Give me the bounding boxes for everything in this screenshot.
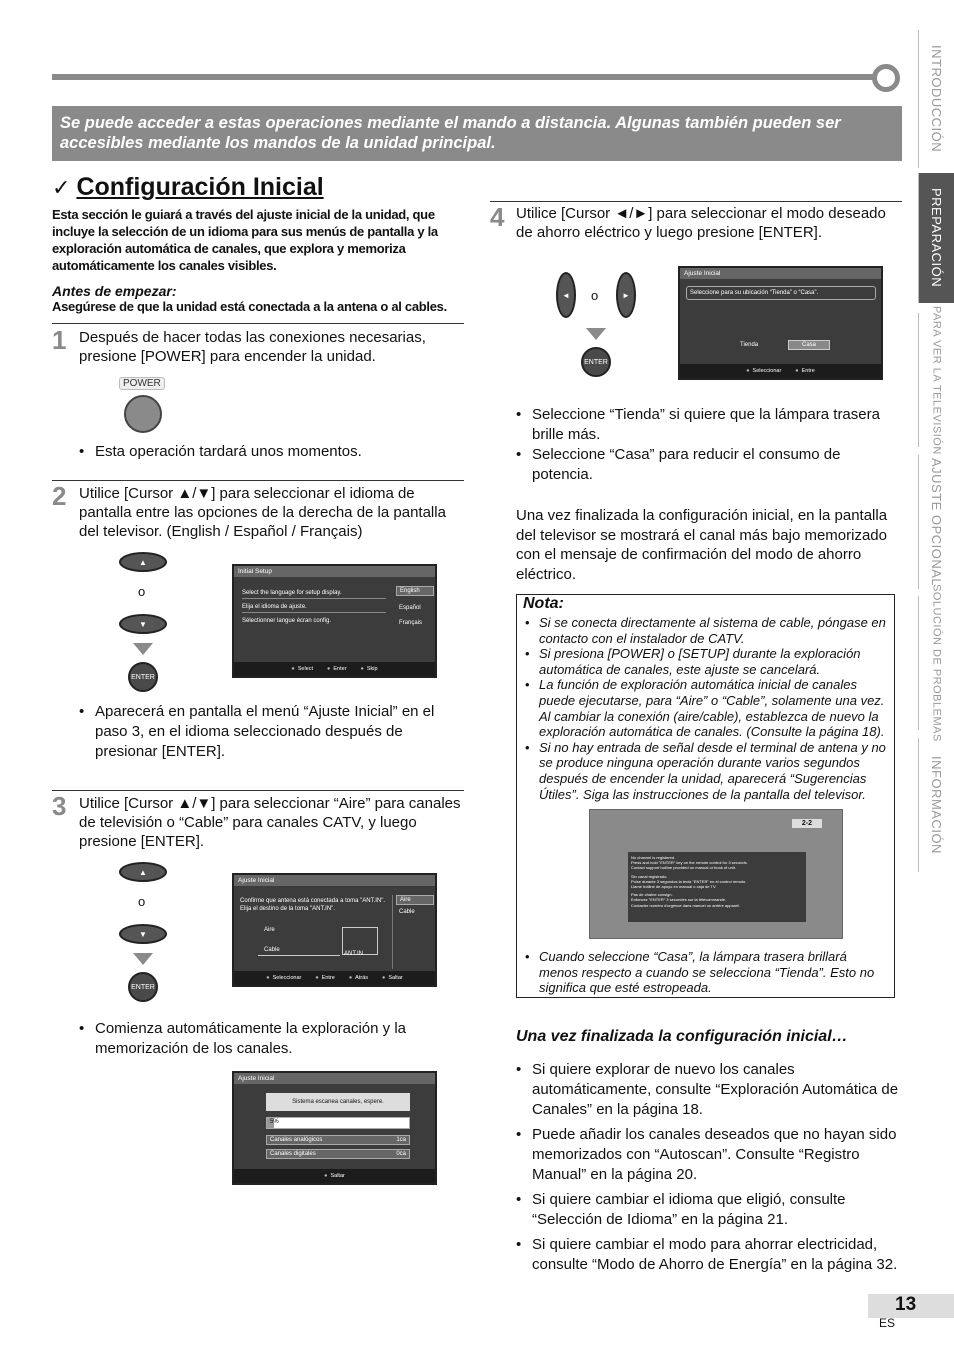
foot-select: ● Seleccionar	[746, 368, 781, 374]
foot-skip: ● Saltar	[382, 975, 403, 981]
diagram-label-antin: ANT.IN	[344, 951, 364, 957]
scan-message: Sistema escanea canales, espere.	[266, 1093, 410, 1111]
screen-row: Sélectionner langue écran config.	[242, 618, 332, 624]
scan-screen	[232, 1071, 437, 1185]
option-cable: Cable	[399, 909, 415, 915]
scan-row: Canales digitales 0ca	[266, 1149, 410, 1159]
list-item: • Si no hay entrada de señal desde el terminal de antena y no se produce ninguna operación durante varios segundos después de encender la unidad, aparecerá “Sugerencias Útiles”. Siga las instrucciones de la pantalla del televisor.	[525, 740, 886, 802]
step-text: Utilice [Cursor ▲/▼] para seleccionar el idioma de pantalla entre las opciones de la derecha de la pantalla del televisor. (English / Español / Français)	[79, 485, 446, 540]
screen-footer	[234, 1169, 435, 1183]
or-label: o	[591, 288, 599, 303]
page-title-text: Configuración Inicial	[76, 173, 324, 201]
step-number: 1	[52, 325, 67, 355]
screen-footer	[680, 364, 881, 378]
foot-back: ● Atrás	[349, 975, 368, 981]
tab-para-ver-la-television[interactable]: PARA VER LA TELEVISIÓN	[918, 313, 954, 447]
option-casa: Casa	[788, 340, 830, 350]
cursor-down-icon: ▼	[119, 924, 167, 944]
cursor-left-icon: ◄	[556, 272, 576, 318]
page-number: 13	[868, 1294, 954, 1318]
foot-enter: ● Entre	[795, 368, 814, 374]
option-francais: Français	[399, 620, 423, 626]
antes-text: Asegúrese de que la unidad está conectada a la antena o al cables.	[52, 299, 447, 314]
screen-row: Elija el idioma de ajuste.	[242, 599, 386, 613]
step-text: Después de hacer todas las conexiones necesarias, presione [POWER] para encender la unidad.	[79, 329, 426, 365]
antes-heading: Antes de empezar:	[52, 283, 177, 299]
final-heading: Una vez finalizada la configuración inicial…	[516, 1028, 848, 1045]
screen-title: Ajuste Inicial	[680, 268, 881, 279]
scan-progress-text: 5%	[270, 1119, 279, 1125]
list-item: • Esta operación tardará unos momentos.	[79, 442, 464, 462]
note-heading: Nota:	[523, 595, 564, 612]
intro-paragraph: Esta sección le guiará a través del ajuste inicial de la unidad, que incluye la selección de un idioma para sus menús de pantalla y la exploración automática de canales, que explora y memoriza automáticamente los canales visibles.	[52, 207, 438, 273]
checkbox-icon: ✓	[52, 174, 71, 200]
tab-preparacion[interactable]: PREPARACIÓN	[918, 173, 954, 303]
list-item: • Comienza automáticamente la exploración y la memorización de los canales.	[79, 1019, 464, 1059]
step-number: 3	[52, 791, 67, 821]
or-label: o	[138, 894, 146, 909]
step-rule	[52, 790, 464, 791]
list-item: • Si quiere explorar de nuevo los canales automáticamente, consulte “Exploración Automática de Canales” en la página 18.	[516, 1060, 902, 1120]
antenna-setup-screen	[232, 873, 437, 987]
scan-row: Canales analógicos 1ca	[266, 1135, 410, 1145]
screen-row: Select the language for setup display.	[242, 588, 386, 599]
enter-button-icon: ENTER	[581, 347, 611, 377]
step-bullets	[79, 1019, 464, 1059]
tab-introduccion[interactable]: INTRODUCCIÓN	[918, 30, 954, 168]
diagram-label-cable: Cable	[264, 947, 280, 953]
step-bullets	[79, 442, 464, 462]
step-rule	[52, 323, 464, 324]
list-item: • Si presiona [POWER] o [SETUP] durante la exploración automática de canales, este ajuste se cancelará.	[525, 646, 886, 677]
screen-message: Seleccione para su ubicación “Tienda” o “Casa”.	[686, 286, 876, 300]
option-english: English	[396, 586, 434, 596]
list-item: • Seleccione “Tienda” si quiere que la lámpara trasera brille más.	[516, 405, 902, 445]
page-language: ES	[879, 1316, 896, 1330]
option-tienda: Tienda	[740, 342, 759, 348]
page-title	[52, 173, 324, 202]
list-item: • Aparecerá en pantalla el menú “Ajuste Inicial” en el paso 3, en el idioma seleccionado después de presionar [ENTER].	[79, 702, 464, 762]
step-text: Utilice [Cursor ▲/▼] para seleccionar “Aire” para canales de televisión o “Cable” para canales CATV, y luego presione [ENTER].	[79, 795, 461, 850]
note-last-bullet	[517, 947, 895, 996]
power-button-icon	[124, 395, 162, 433]
initial-setup-screen	[232, 564, 437, 678]
screen-title: Initial Setup	[234, 566, 435, 577]
tab-informacion[interactable]: INFORMACIÓN	[918, 738, 954, 872]
diagram-label-aire: Aire	[264, 927, 275, 933]
cursor-up-icon: ▲	[119, 862, 167, 882]
step-number: 4	[490, 202, 505, 232]
note-bullets	[517, 613, 894, 802]
arrow-down-icon	[133, 953, 153, 965]
step-number: 2	[52, 481, 67, 511]
foot-skip: ● Saltar	[324, 1173, 345, 1179]
list-item: • Si quiere cambiar el idioma que eligió, consulte “Selección de Idioma” en la página 21.	[516, 1190, 902, 1230]
screen-footer	[234, 971, 435, 985]
arrow-down-icon	[586, 328, 606, 340]
or-label: o	[138, 584, 146, 599]
screen-message: Confirme que antena está conectada a toma "ANT.IN". Elija el destino de la toma "ANT.IN".	[240, 898, 386, 912]
header-rule	[52, 74, 874, 80]
screen-footer	[234, 662, 435, 676]
final-bullets	[516, 1060, 902, 1275]
foot-enter: ● Enter	[327, 666, 346, 672]
scan-progress-bar	[266, 1117, 410, 1129]
step-rule	[52, 480, 464, 481]
tab-solucion-de-problemas[interactable]: SOLUCIÓN DE PROBLEMAS	[918, 596, 954, 730]
antenna-diagram	[242, 927, 382, 967]
foot-skip: ● Skip	[361, 666, 378, 672]
step-rule	[490, 201, 902, 202]
screen-title: Ajuste Inicial	[234, 875, 435, 886]
enter-button-icon: ENTER	[128, 972, 158, 1002]
step-text: Utilice [Cursor ◄/►] para seleccionar el modo deseado de ahorro eléctrico y luego presione [ENTER].	[516, 205, 886, 241]
location-screen	[678, 266, 883, 380]
step-bullets	[79, 702, 464, 762]
power-label: POWER	[119, 377, 165, 390]
step-bullets	[516, 405, 902, 485]
list-item: • Puede añadir los canales deseados que no hayan sido memorizados con “Autoscan”. Consulte “Registro Manual” en la página 20.	[516, 1125, 902, 1185]
list-item: • La función de exploración automática inicial de canales puede ejecutarse, para “Aire” o “Cable”, solamente una vez. Al cambiar la conexión (aire/cable), establezca de nuevo la exploración automática de canales. (Consulte la página 18).	[525, 677, 886, 739]
list-item: • Si se conecta directamente al sistema de cable, póngase en contacto con el instalador de CATV.	[525, 615, 886, 646]
arrow-down-icon	[133, 643, 153, 655]
note-box	[516, 594, 895, 998]
enter-button-icon: ENTER	[128, 662, 158, 692]
list-item: • Cuando seleccione “Casa”, la lámpara trasera brillará menos respecto a cuando se selecciona “Tienda”. Esto no significa que esté estropeada.	[525, 949, 887, 996]
after-setup-text: Una vez finalizada la configuración inicial, en la pantalla del televisor se mostrará el canal más bajo memorizado con el mensaje de confirmación del modo de ahorro eléctrico.	[516, 507, 888, 583]
list-item: • Si quiere cambiar el modo para ahorrar electricidad, consulte “Modo de Ahorro de Energía” en la página 32.	[516, 1235, 902, 1275]
foot-select: ● Seleccionar	[266, 975, 301, 981]
foot-select: ● Select	[291, 666, 313, 672]
intro-banner: Se puede acceder a estas operaciones mediante el mando a distancia. Algunas también pueden ser accesibles mediante los mandos de la unidad principal.	[52, 106, 902, 161]
cursor-right-icon: ►	[616, 272, 636, 318]
header-circle	[872, 64, 900, 92]
option-aire: Aire	[396, 895, 434, 905]
list-item: • Seleccione “Casa” para reducir el consumo de potencia.	[516, 445, 902, 485]
screen-title: Ajuste Inicial	[234, 1073, 435, 1084]
tips-message: No channel is registered. Press and hold "ENTER" key on the remote control for 3 seconds. Contact support hotline provided on manual or book of unit. Sin canal registrado. Pulse durante 3 segundos la tecla "ENTER" en el control remoto. Llame hotline de apoyo en manual o caja de TV. Pas de chaîne consign. Enfoncez "ENTER" 3 secondes sur la télécommande. Contacter numéro d'urgence dans manuel ou arrière appareil.	[628, 852, 806, 922]
option-espanol: Español	[399, 605, 421, 611]
tab-ajuste-opcional[interactable]: AJUSTE OPCIONAL	[918, 455, 954, 589]
cursor-up-icon: ▲	[119, 552, 167, 572]
tips-screen	[589, 809, 843, 939]
tips-page-badge: 2-2	[792, 819, 822, 828]
cursor-down-icon: ▼	[119, 614, 167, 634]
foot-enter: ● Entre	[315, 975, 334, 981]
